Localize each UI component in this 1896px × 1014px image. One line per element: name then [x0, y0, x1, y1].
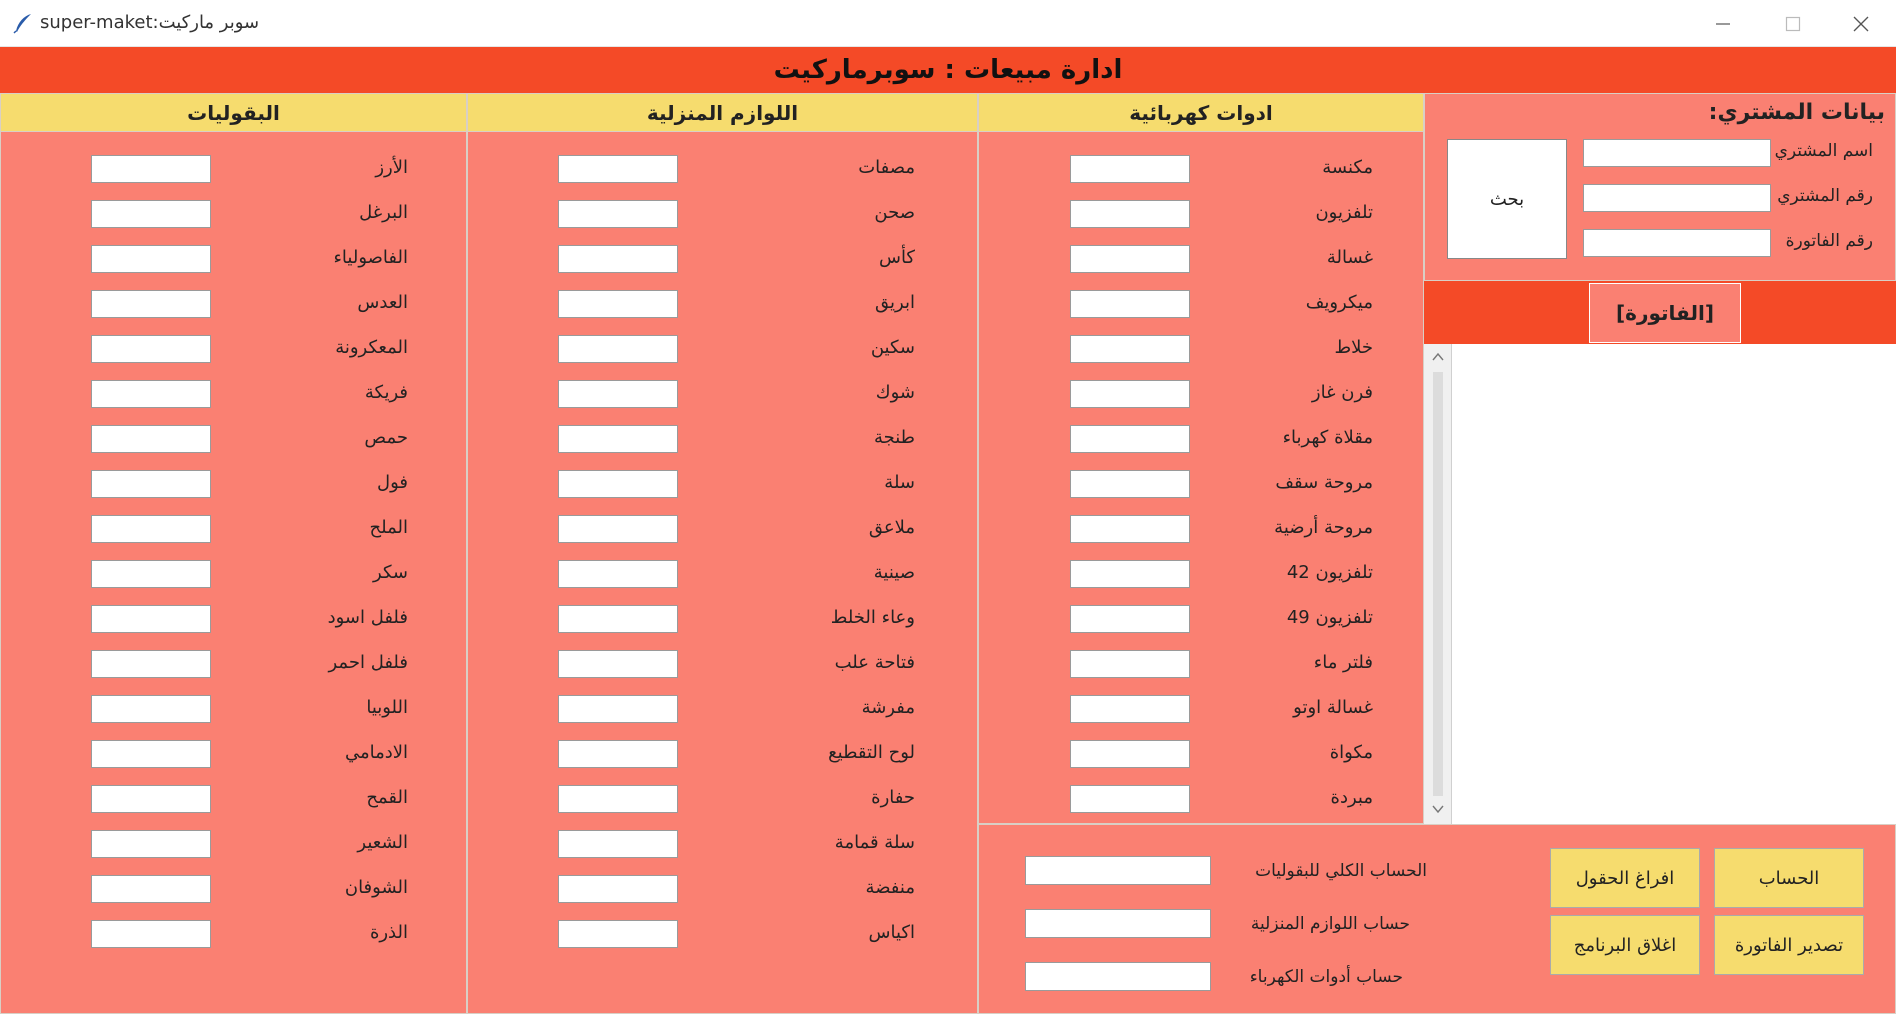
- product-row: [979, 237, 1423, 282]
- quantity-input[interactable]: [1070, 560, 1190, 588]
- product-row: [1, 192, 466, 237]
- product-row: [468, 687, 977, 732]
- quantity-input[interactable]: [558, 200, 678, 228]
- product-label: فرن غاز: [1311, 382, 1373, 403]
- product-row: [468, 417, 977, 462]
- product-row: [979, 372, 1423, 417]
- product-row: [468, 777, 977, 822]
- product-label: مروحة أرضية: [1274, 517, 1373, 538]
- product-row: [979, 192, 1423, 237]
- product-label: مكنسة: [1322, 157, 1373, 178]
- product-row: [1, 327, 466, 372]
- product-row: [468, 372, 977, 417]
- product-label: القمح: [366, 787, 408, 808]
- scroll-down-icon[interactable]: [1431, 802, 1445, 816]
- product-label: الملح: [369, 517, 408, 538]
- product-row: [1, 597, 466, 642]
- quantity-input[interactable]: [91, 695, 211, 723]
- quantity-input[interactable]: [1070, 515, 1190, 543]
- quantity-input[interactable]: [91, 425, 211, 453]
- customer-name-label: اسم المشتري: [1774, 141, 1873, 161]
- customer-phone-input[interactable]: [1583, 184, 1771, 212]
- product-row: [468, 462, 977, 507]
- product-row: [979, 327, 1423, 372]
- customer-title: بيانات المشتري:: [1708, 100, 1885, 125]
- quantity-input[interactable]: [1070, 290, 1190, 318]
- product-label: مفرشة: [861, 697, 915, 718]
- product-label: تلفزيون 49: [1286, 607, 1373, 628]
- quantity-input[interactable]: [558, 785, 678, 813]
- product-label: اللوبيا: [366, 697, 408, 718]
- household-total-label: حساب اللوازم المنزلية: [1250, 914, 1410, 934]
- product-row: [468, 732, 977, 777]
- product-label: الفاصولياء: [333, 247, 408, 268]
- quantity-input[interactable]: [558, 920, 678, 948]
- quantity-input[interactable]: [1070, 380, 1190, 408]
- product-label: تلفزيون 42: [1286, 562, 1373, 583]
- product-label: سلة: [884, 472, 915, 493]
- product-row: [1, 642, 466, 687]
- product-label: المعكرونة: [335, 337, 408, 358]
- product-row: [468, 552, 977, 597]
- quantity-input[interactable]: [558, 380, 678, 408]
- quantity-input[interactable]: [558, 605, 678, 633]
- quantity-input[interactable]: [558, 560, 678, 588]
- legumes-title: البقوليات: [1, 94, 466, 132]
- minimize-button[interactable]: [1688, 0, 1758, 47]
- product-row: [979, 417, 1423, 462]
- feather-icon: [12, 12, 34, 34]
- product-label: فريكة: [364, 382, 408, 403]
- quantity-input[interactable]: [558, 830, 678, 858]
- product-row: [1, 282, 466, 327]
- quantity-input[interactable]: [91, 380, 211, 408]
- product-row: [1, 867, 466, 912]
- window-title: super-maket:سوبر ماركيت: [40, 12, 260, 33]
- product-row: [1, 462, 466, 507]
- product-row: [1, 822, 466, 867]
- totals-panel: [978, 824, 1896, 1014]
- product-row: [468, 867, 977, 912]
- scroll-thumb[interactable]: [1433, 372, 1443, 796]
- household-frame: [467, 93, 978, 1014]
- exit-button[interactable]: اغلاق البرنامج: [1550, 915, 1700, 975]
- quantity-input[interactable]: [1070, 425, 1190, 453]
- quantity-input[interactable]: [558, 155, 678, 183]
- product-label: فتاحة علب: [834, 652, 915, 673]
- product-row: [979, 597, 1423, 642]
- product-row: [979, 687, 1423, 732]
- product-label: الشعير: [357, 832, 408, 853]
- bill-number-input[interactable]: [1583, 229, 1771, 257]
- quantity-input[interactable]: [1070, 650, 1190, 678]
- product-label: مكواة: [1329, 742, 1373, 763]
- quantity-input[interactable]: [1070, 605, 1190, 633]
- product-label: حمص: [364, 427, 408, 448]
- product-row: [1, 507, 466, 552]
- product-row: [468, 642, 977, 687]
- quantity-input[interactable]: [558, 425, 678, 453]
- product-row: [1, 417, 466, 462]
- product-label: اكياس: [868, 922, 915, 943]
- product-label: غسالة اوتو: [1293, 697, 1373, 718]
- product-label: شوك: [875, 382, 915, 403]
- quantity-input[interactable]: [91, 740, 211, 768]
- product-row: [1, 147, 466, 192]
- quantity-input[interactable]: [1070, 245, 1190, 273]
- title-bar: [0, 0, 1896, 47]
- customer-phone-label: رقم المشتري: [1777, 186, 1873, 206]
- legumes-total-field[interactable]: [1025, 856, 1211, 885]
- quantity-input[interactable]: [558, 470, 678, 498]
- product-label: فلفل احمر: [328, 652, 408, 673]
- product-label: الشوفان: [344, 877, 408, 898]
- quantity-input[interactable]: [91, 605, 211, 633]
- quantity-input[interactable]: [558, 695, 678, 723]
- product-label: العدس: [357, 292, 408, 313]
- product-row: [468, 912, 977, 957]
- legumes-frame: [0, 93, 467, 1014]
- product-label: مصفات: [858, 157, 915, 178]
- quantity-input[interactable]: [1070, 335, 1190, 363]
- product-label: منفضة: [865, 877, 915, 898]
- search-button[interactable]: بحث: [1447, 139, 1567, 259]
- customer-panel: [1424, 93, 1896, 281]
- product-row: [979, 552, 1423, 597]
- product-label: ميكرويف: [1305, 292, 1373, 313]
- product-label: الأرز: [375, 157, 408, 178]
- quantity-input[interactable]: [558, 290, 678, 318]
- product-row: [979, 147, 1423, 192]
- close-button[interactable]: [1826, 0, 1896, 47]
- customer-name-input[interactable]: [1583, 139, 1771, 167]
- product-label: مروحة سقف: [1275, 472, 1373, 493]
- quantity-input[interactable]: [91, 245, 211, 273]
- export-invoice-button[interactable]: تصدير الفاتورة: [1714, 915, 1864, 975]
- invoice-tab: [الفاتورة]: [1589, 283, 1741, 343]
- legumes-total-label: الحساب الكلي للبقوليات: [1255, 861, 1427, 881]
- quantity-input[interactable]: [558, 740, 678, 768]
- product-row: [979, 642, 1423, 687]
- quantity-input[interactable]: [91, 650, 211, 678]
- quantity-input[interactable]: [91, 920, 211, 948]
- product-label: سلة قمامة: [834, 832, 915, 853]
- close-icon: [1853, 16, 1869, 32]
- household-total-field[interactable]: [1025, 909, 1211, 938]
- quantity-input[interactable]: [91, 470, 211, 498]
- quantity-input[interactable]: [91, 515, 211, 543]
- scroll-up-icon[interactable]: [1431, 350, 1445, 364]
- header-title: ادارة مبيعات : سوبرماركيت: [773, 55, 1123, 85]
- product-label: ابريق: [875, 292, 915, 313]
- quantity-input[interactable]: [1070, 785, 1190, 813]
- product-row: [1, 687, 466, 732]
- calculate-button[interactable]: الحساب: [1714, 848, 1864, 908]
- product-label: حفارة: [871, 787, 915, 808]
- quantity-input[interactable]: [1070, 695, 1190, 723]
- product-row: [979, 282, 1423, 327]
- maximize-icon: [1785, 16, 1801, 32]
- product-label: كأس: [878, 247, 915, 268]
- product-row: [979, 777, 1423, 822]
- product-row: [468, 597, 977, 642]
- minimize-icon: [1715, 16, 1731, 32]
- quantity-input[interactable]: [1070, 470, 1190, 498]
- household-title: اللوازم المنزلية: [468, 94, 977, 132]
- app-header: [0, 47, 1896, 93]
- quantity-input[interactable]: [1070, 740, 1190, 768]
- product-label: الذرة: [369, 922, 408, 943]
- product-label: الادمامي: [344, 742, 408, 763]
- quantity-input[interactable]: [91, 155, 211, 183]
- product-label: ملاعق: [868, 517, 915, 538]
- invoice-scrollbar[interactable]: [1424, 344, 1452, 824]
- product-label: صينية: [873, 562, 915, 583]
- product-row: [468, 147, 977, 192]
- quantity-input[interactable]: [91, 560, 211, 588]
- product-row: [1, 372, 466, 417]
- product-label: لوح التقطيع: [828, 742, 915, 763]
- product-row: [468, 237, 977, 282]
- electric-frame: [978, 93, 1424, 824]
- quantity-input[interactable]: [558, 245, 678, 273]
- quantity-input[interactable]: [91, 830, 211, 858]
- quantity-input[interactable]: [91, 335, 211, 363]
- quantity-input[interactable]: [1070, 155, 1190, 183]
- quantity-input[interactable]: [91, 290, 211, 318]
- clear-button[interactable]: افراغ الحقول: [1550, 848, 1700, 908]
- product-label: غسالة: [1326, 247, 1373, 268]
- bill-number-label: رقم الفاتورة: [1785, 231, 1873, 251]
- product-label: فلتر ماء: [1313, 652, 1373, 673]
- product-row: [468, 822, 977, 867]
- product-label: خلاط: [1334, 337, 1373, 358]
- product-row: [1, 732, 466, 777]
- invoice-textarea[interactable]: [1424, 344, 1896, 824]
- product-row: [468, 507, 977, 552]
- electric-total-field[interactable]: [1025, 962, 1211, 991]
- quantity-input[interactable]: [558, 335, 678, 363]
- quantity-input[interactable]: [558, 875, 678, 903]
- electric-title: ادوات كهربائية: [979, 94, 1423, 132]
- quantity-input[interactable]: [91, 875, 211, 903]
- product-row: [1, 777, 466, 822]
- product-label: مبردة: [1330, 787, 1373, 808]
- maximize-button[interactable]: [1758, 0, 1828, 47]
- product-row: [979, 462, 1423, 507]
- quantity-input[interactable]: [1070, 200, 1190, 228]
- quantity-input[interactable]: [91, 785, 211, 813]
- product-label: البرغل: [359, 202, 408, 223]
- quantity-input[interactable]: [558, 515, 678, 543]
- product-label: تلفزيون: [1315, 202, 1373, 223]
- electric-total-label: حساب أدوات الكهرباء: [1249, 967, 1403, 987]
- product-label: فلفل اسود: [327, 607, 408, 628]
- product-row: [468, 327, 977, 372]
- product-row: [1, 237, 466, 282]
- product-row: [468, 282, 977, 327]
- product-label: وعاء الخلط: [830, 607, 915, 628]
- quantity-input[interactable]: [558, 650, 678, 678]
- quantity-input[interactable]: [91, 200, 211, 228]
- product-label: سكين: [870, 337, 915, 358]
- product-label: طنجة: [873, 427, 915, 448]
- product-label: سكر: [373, 562, 408, 583]
- product-row: [979, 507, 1423, 552]
- product-row: [468, 192, 977, 237]
- product-row: [1, 552, 466, 597]
- product-label: مقلاة كهرباء: [1282, 427, 1373, 448]
- product-row: [1, 912, 466, 957]
- product-label: صحن: [874, 202, 915, 223]
- product-row: [979, 732, 1423, 777]
- product-label: فول: [377, 472, 408, 493]
